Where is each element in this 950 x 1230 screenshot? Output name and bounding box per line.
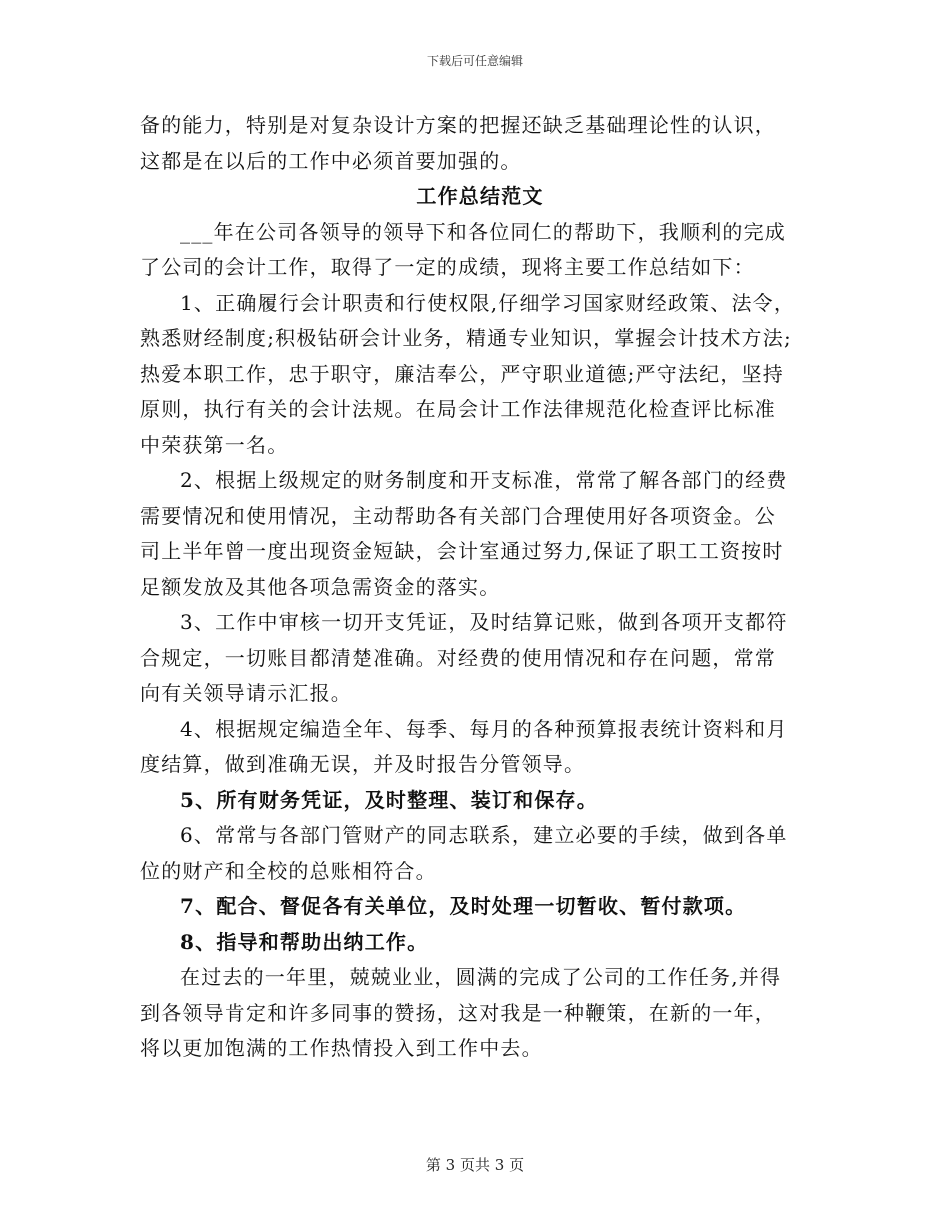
paragraph-item-3: 3、工作中审核一切开支凭证，及时结算记账，做到各项开支都符 合规定，一切账目都清楚准确。对经费的使用情况和存在问题，常常 向有关领导请示汇报。 bbox=[140, 610, 788, 705]
paragraph-item-1: 1、正确履行会计职责和行使权限,仔细学习国家财经政策、法令， 熟悉财经制度;积极钻研会计业务，精通专业知识，掌握会计技术方法; 热爱本职工作，忠于职守，廉洁奉公，严守职业道德;严守法纪，坚持 原则，执行有关的会计法规。在局会计工作法律规范化检查评比标准 中荣获第一名。 bbox=[140, 290, 796, 457]
paragraph-item-4: 4、根据规定编造全年、每季、每月的各种预算报表统计资料和月 度结算，做到准确无误，并及时报告分管领导。 bbox=[140, 716, 788, 776]
paragraph-item-6: 6、常常与各部门管财产的同志联系，建立必要的手续，做到各单 位的财产和全校的总账相符合。 bbox=[140, 823, 788, 883]
paragraph-item-2: 2、根据上级规定的财务制度和开支标准，常常了解各部门的经费 需要情况和使用情况，主动帮助各有关部门合理使用好各项资金。公 司上半年曾一度出现资金短缺，会计室通过努力,保证了职工工资按时 足额发放及其他各项急需资金的落实。 bbox=[140, 468, 788, 599]
document-title: 工作总结范文 bbox=[416, 184, 544, 208]
intro-paragraph: 备的能力，特别是对复杂设计方案的把握还缺乏基础理论性的认识， 这都是在以后的工作中必须首要加强的。 bbox=[140, 113, 776, 173]
page-header: 下载后可任意编辑 bbox=[426, 54, 523, 68]
paragraph-item-8: 8、指导和帮助出纳工作。 bbox=[180, 929, 429, 954]
paragraph-closing: 在过去的一年里，兢兢业业，圆满的完成了公司的工作任务,并得 到各领导肯定和许多同事的赞扬，这对我是一种鞭策，在新的一年， 将以更加饱满的工作热情投入到工作中去。 bbox=[140, 965, 782, 1060]
paragraph-item-5: 5、所有财务凭证，及时整理、装订和保存。 bbox=[180, 787, 598, 812]
page-footer: 第 3 页共 3 页 bbox=[425, 1156, 525, 1174]
paragraph-opening: ___年在公司各领导的领导下和各位同仁的帮助下，我顺利的完成 了公司的会计工作，取得了一定的成绩，现将主要工作总结如下： bbox=[140, 219, 786, 279]
document-body bbox=[140, 108, 820, 1067]
paragraph-item-7: 7、配合、督促各有关单位，及时处理一切暂收、暂付款项。 bbox=[180, 894, 747, 918]
